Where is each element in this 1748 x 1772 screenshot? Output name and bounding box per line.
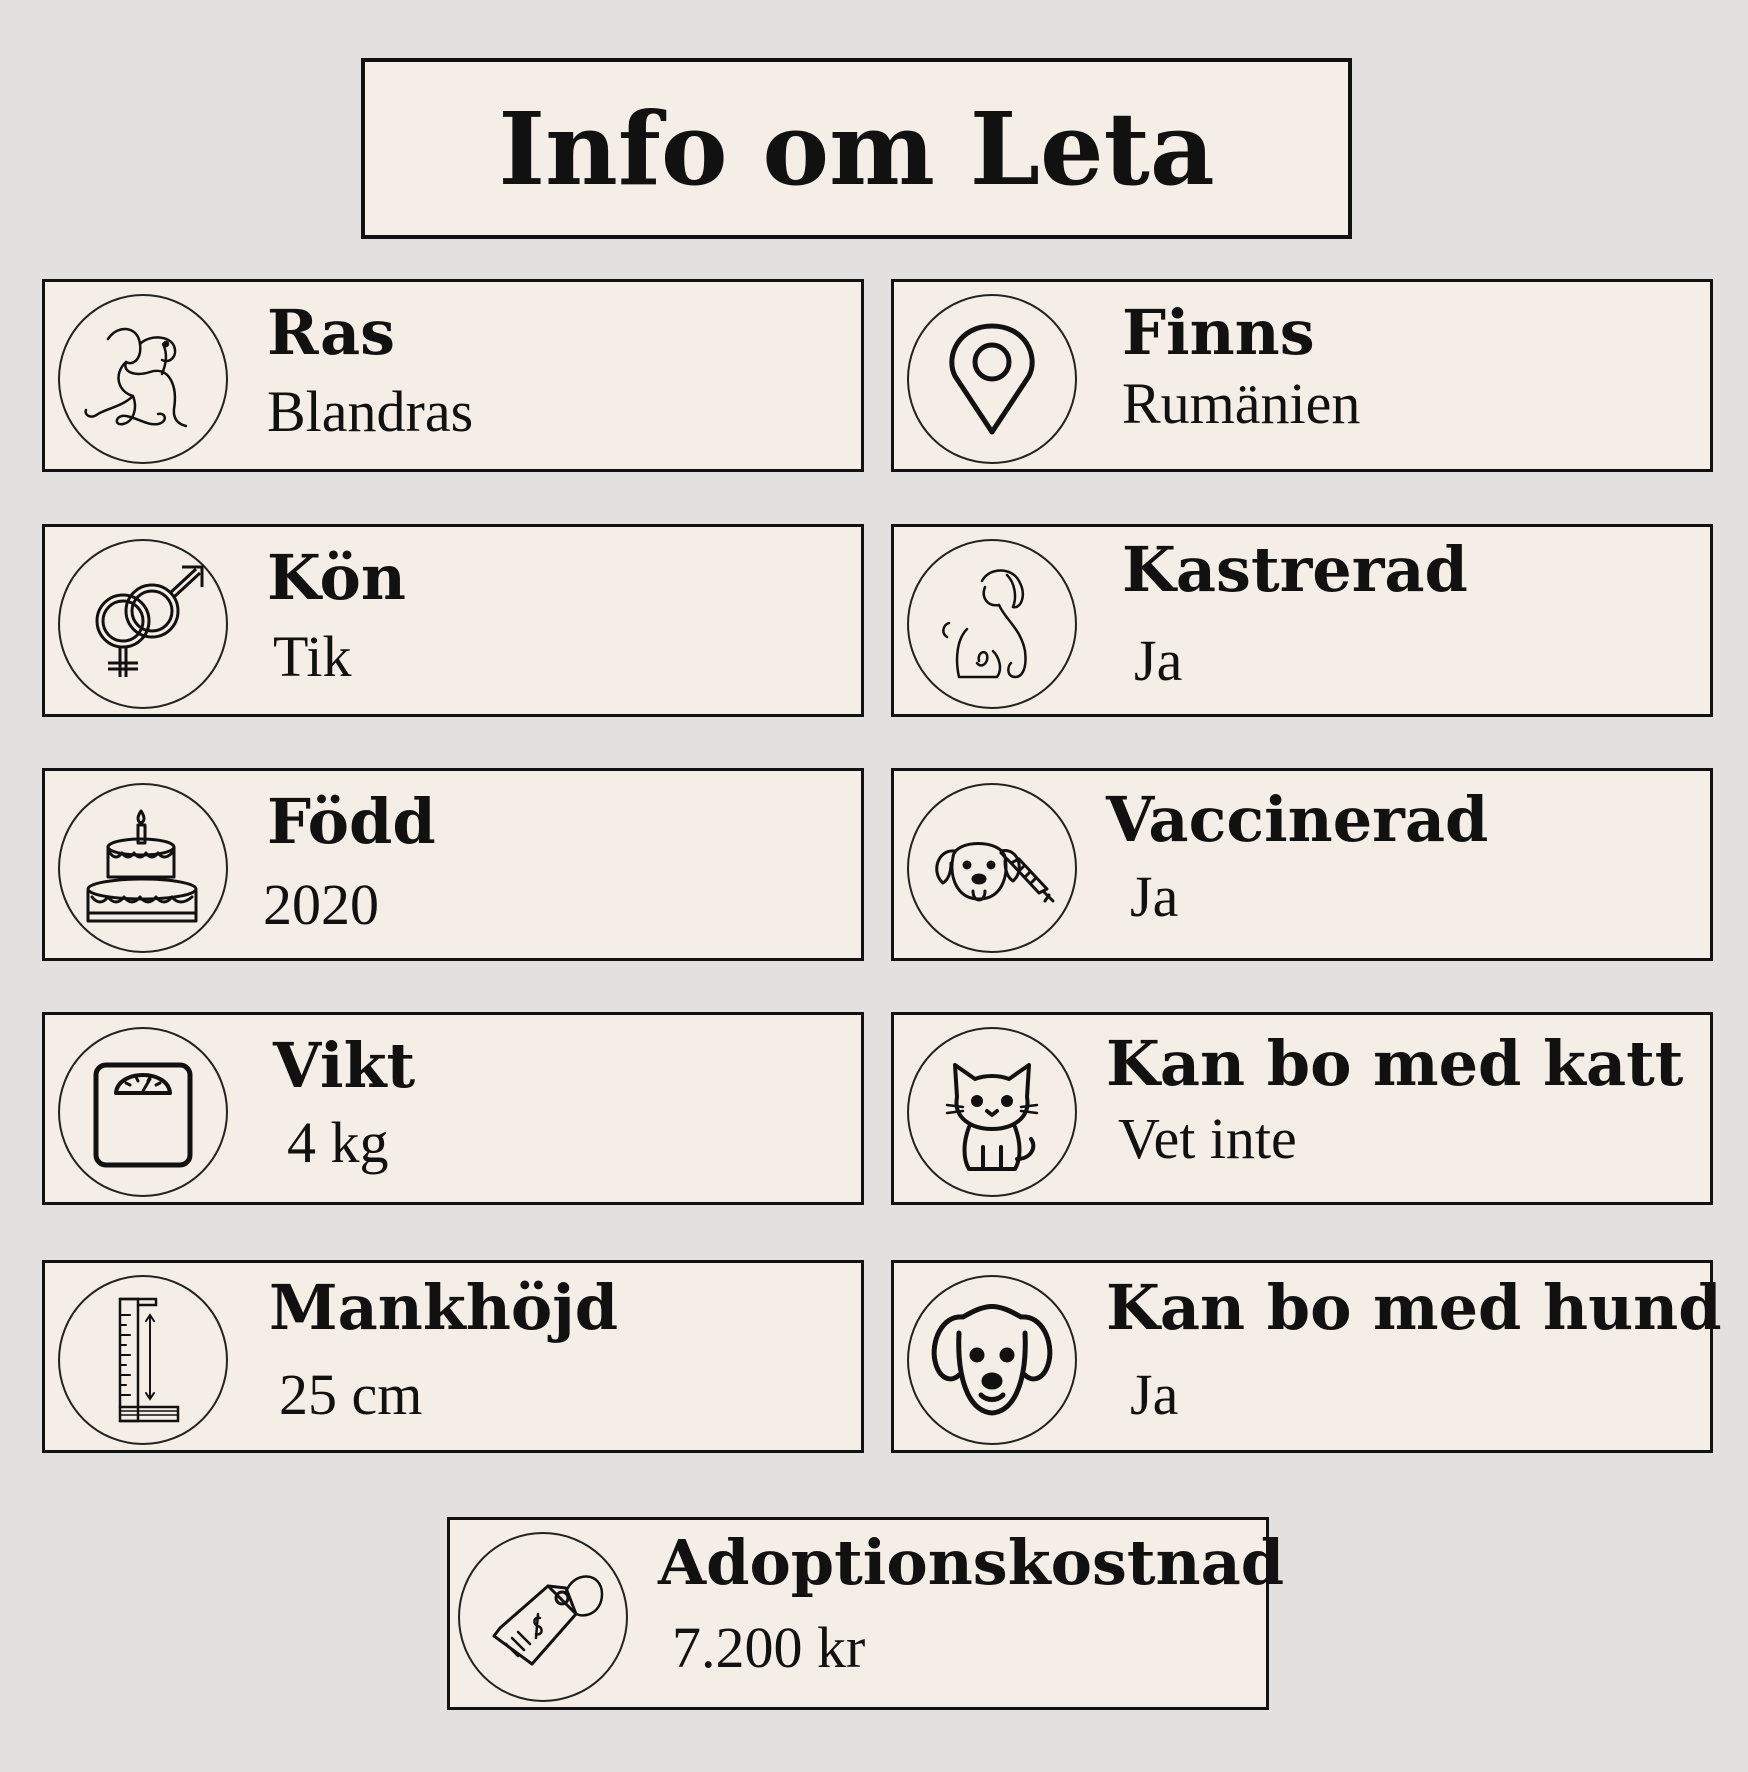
gender-symbols-icon xyxy=(58,539,228,709)
card-vaccinerad xyxy=(891,768,1713,961)
card-katt xyxy=(891,1012,1713,1205)
sitting-dog-icon xyxy=(907,539,1077,709)
card-label: Kön xyxy=(267,541,406,614)
card-kastrerad xyxy=(891,524,1713,717)
dog-syringe-icon xyxy=(907,783,1077,953)
card-label: Vikt xyxy=(273,1029,416,1102)
card-mankhojd xyxy=(42,1260,864,1453)
card-value: Ja xyxy=(1130,864,1179,929)
location-pin-icon xyxy=(907,294,1077,464)
card-value: 2020 xyxy=(263,872,379,937)
card-label: Ras xyxy=(267,296,396,369)
card-fodd xyxy=(42,768,864,961)
card-label: Kan bo med hund xyxy=(1106,1271,1722,1344)
card-finns xyxy=(891,279,1713,472)
card-value: 4 kg xyxy=(287,1110,389,1175)
dog-line-art-icon xyxy=(58,294,228,464)
card-label: Kastrerad xyxy=(1122,533,1468,606)
card-value: Vet inte xyxy=(1118,1106,1297,1171)
birthday-cake-icon xyxy=(58,783,228,953)
card-value: 7.200 kr xyxy=(672,1615,866,1680)
card-value: 25 cm xyxy=(279,1362,423,1427)
card-value: Blandras xyxy=(267,379,474,444)
card-label: Kan bo med katt xyxy=(1106,1027,1684,1100)
card-adoption xyxy=(447,1517,1285,1710)
card-vikt xyxy=(42,1012,864,1205)
price-tag-icon xyxy=(458,1532,628,1702)
card-value: Tik xyxy=(273,624,352,689)
card-label: Adoptionskostnad xyxy=(658,1526,1285,1599)
card-hund xyxy=(891,1260,1722,1453)
scale-icon xyxy=(58,1027,228,1197)
card-value: Ja xyxy=(1134,628,1183,693)
card-value: Rumänien xyxy=(1122,371,1361,436)
card-kon xyxy=(42,524,864,717)
card-label: Mankhöjd xyxy=(269,1271,619,1344)
card-label: Vaccinerad xyxy=(1106,783,1489,856)
title-box xyxy=(361,58,1352,239)
cat-icon xyxy=(907,1027,1077,1197)
card-label: Finns xyxy=(1122,296,1315,369)
card-label: Född xyxy=(267,785,436,858)
page-title: Info om Leta xyxy=(498,89,1215,208)
height-ruler-icon xyxy=(58,1275,228,1445)
card-ras xyxy=(42,279,864,472)
dog-face-icon xyxy=(907,1275,1077,1445)
card-value: Ja xyxy=(1130,1362,1179,1427)
